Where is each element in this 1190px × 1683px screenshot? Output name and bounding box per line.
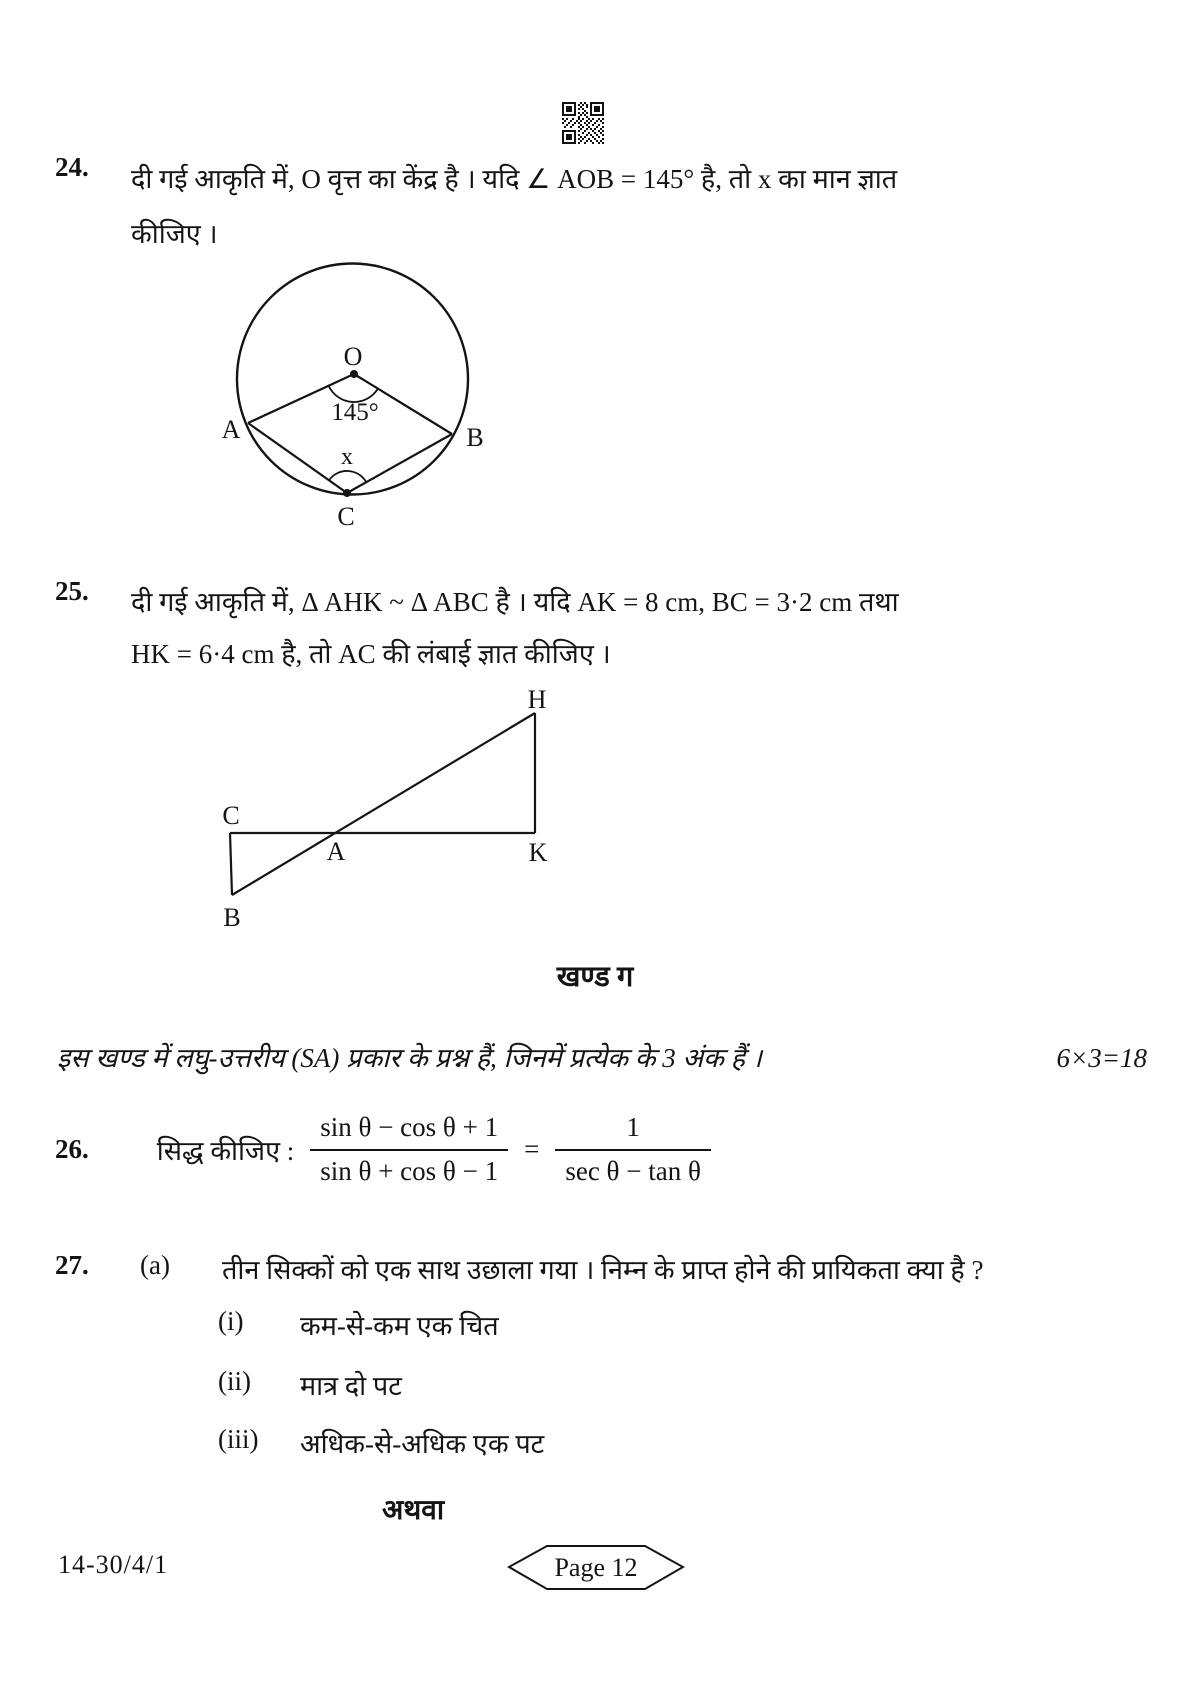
label-b: B [223, 903, 241, 932]
label-c: C [337, 502, 355, 531]
label-o: O [343, 342, 363, 371]
q27-item-i-label: (i) [218, 1306, 244, 1336]
center-dot-o [350, 370, 358, 378]
paper-code: 14-30/4/1 [58, 1550, 169, 1579]
question-25-line1: दी गई आकृति में, Δ AHK ~ Δ ABC है । यदि AK = 8 cm, BC = 3·2 cm तथा [131, 587, 899, 617]
q27-item-iii-label: (iii) [218, 1424, 259, 1454]
q26-lhs-denominator: sin θ + cos θ − 1 [320, 1156, 499, 1186]
label-c: C [222, 801, 240, 830]
question-26-number: 26. [55, 1134, 89, 1164]
q27-item-ii-label: (ii) [218, 1366, 251, 1396]
question-24-number: 24. [55, 152, 89, 182]
or-separator: अथवा [382, 1495, 445, 1526]
question-27-text: तीन सिक्कों को एक साथ उछाला गया । निम्न के प्राप्त होने की प्रायिकता क्या है ? [222, 1255, 984, 1285]
q25-triangle-figure [205, 672, 565, 942]
triangle-lines [230, 713, 535, 895]
page-number-text: Page 12 [554, 1553, 638, 1582]
question-24 [0, 152, 1190, 262]
section-c-instruction: इस खण्ड में लघु-उत्तरीय (SA) प्रकार के प्रश्न हैं, जिनमें प्रत्येक के 3 अंक हैं । [57, 1043, 762, 1073]
question-25-number: 25. [55, 576, 89, 606]
question-24-line1: दी गई आकृति में, O वृत्त का केंद्र है । यदि ∠ AOB = 145° है, तो x का मान ज्ञात [131, 164, 898, 194]
angle-arc-c [329, 471, 366, 482]
question-24-line2: कीजिए । [131, 219, 218, 249]
qr-code-icon [562, 102, 604, 144]
label-b: B [466, 423, 484, 452]
q26-lhs-numerator: sin θ − cos θ + 1 [310, 1112, 508, 1151]
q27-item-i-text: कम-से-कम एक चित [300, 1311, 499, 1341]
q27-item-i [0, 1306, 1190, 1343]
line-bh [232, 713, 535, 895]
question-25 [0, 576, 1190, 680]
q26-rhs-numerator: 1 [555, 1112, 711, 1151]
q26-rhs-fraction [555, 1112, 711, 1187]
question-26-prompt: सिद्ध कीजिए : [156, 1136, 295, 1166]
page-number-badge [507, 1544, 685, 1591]
q27-item-iii [0, 1424, 1190, 1461]
question-26 [55, 1112, 711, 1187]
question-24-text [131, 152, 1031, 262]
label-angle-x: x [341, 444, 353, 470]
q27-item-ii-text: मात्र दो पट [300, 1371, 402, 1401]
section-c-instruction-row [57, 1038, 1147, 1075]
q27-item-iii-text: अधिक-से-अधिक एक पट [300, 1429, 545, 1459]
point-dot-c [343, 489, 351, 497]
q26-rhs-denominator: sec θ − tan θ [565, 1156, 701, 1186]
line-cb [230, 833, 232, 895]
question-25-text [131, 576, 1031, 680]
question-25-line2: HK = 6·4 cm है, तो AC की लंबाई ज्ञात कीजिए । [131, 639, 611, 669]
label-k: K [528, 838, 548, 867]
q26-equals-sign: = [524, 1134, 540, 1164]
label-a: A [326, 837, 346, 866]
label-a: A [221, 415, 241, 444]
label-angle-145: 145° [331, 399, 379, 426]
q26-lhs-fraction [310, 1112, 508, 1187]
question-27 [0, 1250, 1190, 1287]
q27-item-ii [0, 1366, 1190, 1403]
chord-ca [248, 423, 347, 493]
chords-and-radii [248, 374, 452, 493]
section-c-heading: खण्ड ग [556, 961, 634, 993]
question-27-part-label: (a) [140, 1250, 170, 1280]
section-c-marks: 6×3=18 [1056, 1043, 1147, 1073]
label-h: H [527, 685, 547, 714]
q24-circle-figure [215, 248, 490, 540]
question-27-number: 27. [55, 1250, 89, 1280]
